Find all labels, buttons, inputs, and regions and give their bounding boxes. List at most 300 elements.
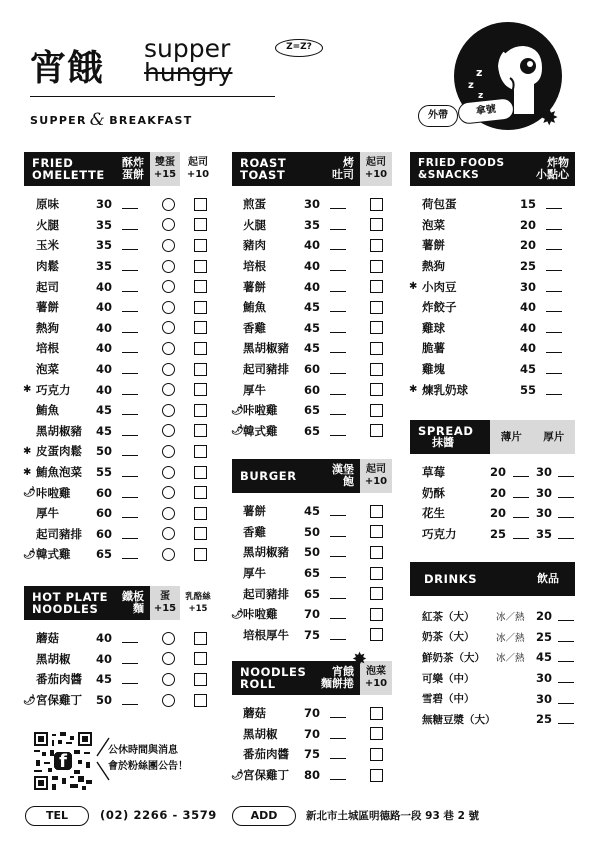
tagline-breakfast: BREAKFAST bbox=[109, 113, 193, 127]
item-list bbox=[232, 501, 392, 645]
quantity-blank[interactable] bbox=[546, 240, 562, 250]
item-name: 鮮奶茶（大） bbox=[422, 651, 485, 664]
tagline-supper: SUPPER bbox=[30, 113, 87, 127]
quantity-blank[interactable] bbox=[558, 694, 574, 704]
quantity-blank[interactable] bbox=[122, 240, 138, 250]
quantity-blank[interactable] bbox=[122, 302, 138, 312]
menu-item-row bbox=[24, 194, 216, 215]
addon-circle-checkbox[interactable] bbox=[162, 239, 175, 252]
quantity-blank[interactable] bbox=[558, 632, 574, 642]
spread-row bbox=[410, 503, 575, 524]
ice-hot-option[interactable]: 冰／熱 bbox=[496, 612, 525, 624]
item-name: 起司豬排 bbox=[36, 526, 82, 541]
quantity-blank[interactable] bbox=[330, 749, 346, 759]
brand-title-en-supper: supper bbox=[144, 34, 231, 63]
price-thin: 20 bbox=[490, 506, 507, 521]
quantity-blank[interactable] bbox=[330, 385, 346, 395]
item-name: 煎蛋 bbox=[243, 197, 266, 212]
addon-circle-checkbox[interactable] bbox=[162, 301, 175, 314]
item-price: 65 bbox=[304, 566, 321, 581]
section-noodle-roll bbox=[231, 649, 392, 785]
addon-square-checkbox[interactable] bbox=[370, 769, 383, 782]
item-name: 鮪魚 bbox=[36, 403, 59, 418]
quantity-blank[interactable] bbox=[122, 488, 138, 498]
addon-square-checkbox[interactable] bbox=[194, 548, 207, 561]
item-name: 咔啦雞 bbox=[243, 403, 278, 418]
drink-row bbox=[410, 627, 575, 648]
quantity-blank[interactable] bbox=[122, 654, 138, 664]
price-thick: 30 bbox=[536, 465, 553, 480]
addon-square-checkbox[interactable] bbox=[194, 301, 207, 314]
item-name: 荷包蛋 bbox=[422, 197, 457, 212]
quantity-blank[interactable] bbox=[330, 220, 346, 230]
addon-square-checkbox[interactable] bbox=[370, 707, 383, 720]
item-name: 雞球 bbox=[422, 320, 445, 335]
quantity-blank[interactable] bbox=[122, 695, 138, 705]
item-price: 40 bbox=[520, 341, 537, 356]
item-price: 40 bbox=[96, 320, 113, 335]
quantity-blank[interactable] bbox=[122, 405, 138, 415]
item-price: 60 bbox=[304, 362, 321, 377]
addon-square-checkbox[interactable] bbox=[194, 280, 207, 293]
menu-item-row bbox=[232, 703, 392, 724]
quantity-blank[interactable] bbox=[546, 261, 562, 271]
item-price: 35 bbox=[304, 217, 321, 232]
item-name: 鮪魚 bbox=[243, 300, 266, 315]
quantity-blank[interactable] bbox=[330, 240, 346, 250]
item-price: 35 bbox=[96, 259, 113, 274]
item-name: 紅茶（大） bbox=[422, 610, 475, 623]
quantity-blank[interactable] bbox=[122, 467, 138, 477]
item-price: 40 bbox=[96, 651, 113, 666]
addon-square-checkbox[interactable] bbox=[370, 567, 383, 580]
addon-circle-checkbox[interactable] bbox=[162, 507, 175, 520]
quantity-blank[interactable] bbox=[558, 652, 574, 662]
quantity-blank[interactable] bbox=[513, 488, 529, 498]
addon-circle-checkbox[interactable] bbox=[162, 548, 175, 561]
quantity-blank[interactable] bbox=[330, 199, 346, 209]
addon-circle-checkbox[interactable] bbox=[162, 486, 175, 499]
item-price: 60 bbox=[96, 506, 113, 521]
quantity-blank[interactable] bbox=[546, 385, 562, 395]
addon-circle-checkbox[interactable] bbox=[162, 694, 175, 707]
item-price: 45 bbox=[96, 403, 113, 418]
quantity-blank[interactable] bbox=[122, 282, 138, 292]
section-title-en: ROAST TOAST bbox=[240, 156, 287, 182]
addon-square-checkbox[interactable] bbox=[370, 505, 383, 518]
qr-code-icon[interactable] bbox=[34, 732, 92, 790]
item-name: 黑胡椒豬 bbox=[243, 545, 289, 560]
menu-item-row bbox=[24, 400, 216, 421]
addon-circle-checkbox[interactable] bbox=[162, 424, 175, 437]
addon-circle-checkbox[interactable] bbox=[162, 218, 175, 231]
addon-square-checkbox[interactable] bbox=[370, 546, 383, 559]
item-price: 55 bbox=[96, 465, 113, 480]
addon-circle-checkbox[interactable] bbox=[162, 673, 175, 686]
quantity-blank[interactable] bbox=[122, 549, 138, 559]
item-name: 玉米 bbox=[36, 238, 59, 253]
quantity-blank[interactable] bbox=[330, 708, 346, 718]
section-drinks bbox=[410, 562, 575, 730]
quantity-blank[interactable] bbox=[122, 426, 138, 436]
section-title-zh: 酥炸 蛋餅 bbox=[122, 156, 144, 181]
addon-square-checkbox[interactable] bbox=[370, 424, 383, 437]
addon-kimchi: 泡菜 +10 bbox=[360, 661, 392, 695]
notice-text: 公休時間與消息 會於粉絲團公告！ bbox=[108, 745, 188, 772]
addon-square-checkbox[interactable] bbox=[194, 363, 207, 376]
item-price: 30 bbox=[520, 279, 537, 294]
section-header bbox=[24, 586, 216, 620]
item-name: 火腿 bbox=[243, 217, 266, 232]
quantity-blank[interactable] bbox=[558, 673, 574, 683]
quantity-blank[interactable] bbox=[558, 508, 574, 518]
item-price: 60 bbox=[96, 485, 113, 500]
recommend-star-icon: ✱ bbox=[23, 384, 32, 396]
item-name: 薯餅 bbox=[243, 504, 266, 519]
addon-square-checkbox[interactable] bbox=[370, 404, 383, 417]
addon-square-checkbox[interactable] bbox=[194, 673, 207, 686]
quantity-blank[interactable] bbox=[330, 426, 346, 436]
quantity-blank[interactable] bbox=[122, 343, 138, 353]
quantity-blank[interactable] bbox=[122, 508, 138, 518]
item-name: 厚牛 bbox=[36, 506, 59, 521]
menu-item-row bbox=[232, 421, 392, 442]
menu-item-row bbox=[24, 649, 216, 670]
addon-square-checkbox[interactable] bbox=[370, 301, 383, 314]
addon-square-checkbox[interactable] bbox=[194, 404, 207, 417]
item-price: 70 bbox=[304, 726, 321, 741]
item-name: 黑胡椒豬 bbox=[36, 423, 82, 438]
spread-col-thick: 厚片 bbox=[543, 431, 565, 443]
addon-square-checkbox[interactable] bbox=[370, 363, 383, 376]
item-name: 可樂（中） bbox=[422, 672, 475, 685]
spicy-chili-icon: 🌶 bbox=[23, 548, 36, 560]
addon-square-checkbox[interactable] bbox=[370, 342, 383, 355]
section-title-en: HOT PLATE NOODLES bbox=[32, 590, 109, 616]
quantity-blank[interactable] bbox=[330, 729, 346, 739]
addon-square-checkbox[interactable] bbox=[194, 260, 207, 273]
addon-circle-checkbox[interactable] bbox=[162, 321, 175, 334]
spread-row bbox=[410, 524, 575, 545]
section-title-zh: 漢堡 飽 bbox=[332, 463, 354, 488]
quantity-blank[interactable] bbox=[122, 446, 138, 456]
price-thin: 25 bbox=[490, 527, 507, 542]
addon-circle-checkbox[interactable] bbox=[162, 527, 175, 540]
quantity-blank[interactable] bbox=[513, 508, 529, 518]
ice-hot-option[interactable]: 冰／熱 bbox=[496, 653, 525, 665]
addon-square-checkbox[interactable] bbox=[194, 321, 207, 334]
item-name: 小肉豆 bbox=[422, 279, 457, 294]
item-price: 35 bbox=[96, 217, 113, 232]
item-price: 50 bbox=[96, 444, 113, 459]
quantity-blank[interactable] bbox=[122, 674, 138, 684]
addon-square-checkbox[interactable] bbox=[194, 486, 207, 499]
item-list bbox=[24, 628, 216, 710]
quantity-blank[interactable] bbox=[546, 220, 562, 230]
quantity-blank[interactable] bbox=[122, 364, 138, 374]
addon-square-checkbox[interactable] bbox=[194, 694, 207, 707]
item-list bbox=[410, 462, 575, 544]
item-name: 熱狗 bbox=[422, 259, 445, 274]
addon-square-checkbox[interactable] bbox=[370, 218, 383, 231]
addon-circle-checkbox[interactable] bbox=[162, 363, 175, 376]
item-price: 60 bbox=[96, 526, 113, 541]
addon-square-checkbox[interactable] bbox=[194, 198, 207, 211]
quantity-blank[interactable] bbox=[330, 568, 346, 578]
quantity-blank[interactable] bbox=[122, 199, 138, 209]
menu-item-row bbox=[232, 724, 392, 745]
addon-circle-checkbox[interactable] bbox=[162, 652, 175, 665]
spicy-chili-icon: 🌶 bbox=[231, 404, 244, 416]
quantity-blank[interactable] bbox=[546, 323, 562, 333]
item-name: 火腿 bbox=[36, 217, 59, 232]
price-thick: 30 bbox=[536, 506, 553, 521]
menu-item-row bbox=[24, 338, 216, 359]
quantity-blank[interactable] bbox=[122, 220, 138, 230]
quantity-blank[interactable] bbox=[122, 385, 138, 395]
section-omelette bbox=[24, 152, 216, 565]
sleep-bubble: Z=Z? bbox=[275, 39, 323, 57]
item-list bbox=[410, 194, 575, 400]
quantity-blank[interactable] bbox=[546, 343, 562, 353]
quantity-blank[interactable] bbox=[330, 343, 346, 353]
item-price: 30 bbox=[536, 691, 553, 706]
item-name: 起司豬排 bbox=[243, 362, 289, 377]
menu-item-row bbox=[24, 482, 216, 503]
item-price: 45 bbox=[536, 650, 553, 665]
quantity-blank[interactable] bbox=[122, 633, 138, 643]
menu-item-row bbox=[232, 625, 392, 646]
item-name: 雞塊 bbox=[422, 362, 445, 377]
item-name: 宮保雞丁 bbox=[243, 768, 289, 783]
quantity-blank[interactable] bbox=[122, 323, 138, 333]
item-price: 45 bbox=[96, 672, 113, 687]
menu-item-row bbox=[24, 544, 216, 565]
quantity-blank[interactable] bbox=[558, 467, 574, 477]
addon-square-checkbox[interactable] bbox=[370, 748, 383, 761]
item-name: 香雞 bbox=[243, 320, 266, 335]
addon-square-checkbox[interactable] bbox=[370, 239, 383, 252]
addon-square-checkbox[interactable] bbox=[194, 342, 207, 355]
item-price: 20 bbox=[520, 238, 537, 253]
recommend-star-icon: ✱ bbox=[23, 466, 32, 478]
svg-text:f: f bbox=[59, 751, 67, 773]
menu-item-row bbox=[410, 194, 575, 215]
item-price: 40 bbox=[304, 279, 321, 294]
item-price: 45 bbox=[520, 362, 537, 377]
addon-double-egg: 雙蛋 +15 bbox=[150, 152, 180, 186]
menu-item-row bbox=[24, 628, 216, 649]
item-name: 香雞 bbox=[243, 524, 266, 539]
item-price: 30 bbox=[536, 671, 553, 686]
quantity-blank[interactable] bbox=[330, 261, 346, 271]
addon-cheese: 起司 +10 bbox=[360, 459, 392, 493]
addon-square-checkbox[interactable] bbox=[194, 445, 207, 458]
addon-circle-checkbox[interactable] bbox=[162, 260, 175, 273]
section-title-en: BURGER bbox=[240, 469, 297, 483]
item-price: 20 bbox=[536, 609, 553, 624]
menu-item-row bbox=[24, 215, 216, 236]
section-toast bbox=[232, 152, 392, 441]
section-burger bbox=[232, 459, 392, 645]
item-price: 45 bbox=[304, 300, 321, 315]
quantity-blank[interactable] bbox=[546, 364, 562, 374]
addon-square-checkbox[interactable] bbox=[370, 198, 383, 211]
quantity-blank[interactable] bbox=[330, 405, 346, 415]
addon-square-checkbox[interactable] bbox=[194, 424, 207, 437]
item-price: 50 bbox=[96, 693, 113, 708]
item-price: 45 bbox=[304, 341, 321, 356]
starburst-icon: ✸ bbox=[540, 106, 559, 131]
item-name: 雪碧（中） bbox=[422, 693, 475, 706]
recommend-star-icon: ✱ bbox=[409, 384, 418, 396]
item-name: 培根厚牛 bbox=[243, 627, 289, 642]
menu-item-row bbox=[24, 297, 216, 318]
item-price: 75 bbox=[304, 627, 321, 642]
item-name: 韓式雞 bbox=[36, 547, 71, 562]
addon-square-checkbox[interactable] bbox=[194, 507, 207, 520]
quantity-blank[interactable] bbox=[330, 770, 346, 780]
item-name: 原味 bbox=[36, 197, 59, 212]
item-price: 30 bbox=[96, 197, 113, 212]
addon-square-checkbox[interactable] bbox=[194, 652, 207, 665]
ice-hot-option[interactable]: 冰／熱 bbox=[496, 632, 525, 644]
addon-square-checkbox[interactable] bbox=[194, 383, 207, 396]
drink-row bbox=[410, 647, 575, 668]
item-price: 20 bbox=[520, 217, 537, 232]
addon-circle-checkbox[interactable] bbox=[162, 198, 175, 211]
addon-square-checkbox[interactable] bbox=[194, 527, 207, 540]
quantity-blank[interactable] bbox=[330, 364, 346, 374]
section-header bbox=[232, 152, 392, 186]
quantity-blank[interactable] bbox=[330, 506, 346, 516]
addon-square-checkbox[interactable] bbox=[194, 466, 207, 479]
drink-row bbox=[410, 709, 575, 730]
item-price: 70 bbox=[304, 706, 321, 721]
item-price: 25 bbox=[536, 629, 553, 644]
addon-square-checkbox[interactable] bbox=[370, 525, 383, 538]
item-price: 65 bbox=[96, 547, 113, 562]
item-name: 薯餅 bbox=[422, 238, 445, 253]
item-name: 咔啦雞 bbox=[36, 485, 71, 500]
section-header bbox=[410, 420, 575, 454]
quantity-blank[interactable] bbox=[513, 467, 529, 477]
quantity-blank[interactable] bbox=[330, 527, 346, 537]
addon-square-checkbox[interactable] bbox=[194, 218, 207, 231]
addon-circle-checkbox[interactable] bbox=[162, 383, 175, 396]
quantity-blank[interactable] bbox=[558, 488, 574, 498]
quantity-blank[interactable] bbox=[513, 529, 529, 539]
addon-square-checkbox[interactable] bbox=[194, 632, 207, 645]
quantity-blank[interactable] bbox=[330, 630, 346, 640]
item-price: 35 bbox=[96, 238, 113, 253]
section-header bbox=[232, 459, 392, 493]
drink-row bbox=[410, 606, 575, 627]
quantity-blank[interactable] bbox=[330, 547, 346, 557]
addon-circle-checkbox[interactable] bbox=[162, 342, 175, 355]
menu-item-row bbox=[232, 276, 392, 297]
menu-item-row bbox=[24, 669, 216, 690]
section-title-en: NOODLES ROLL bbox=[240, 665, 307, 691]
section-header bbox=[410, 152, 575, 186]
menu-item-row bbox=[410, 235, 575, 256]
svg-text:z: z bbox=[478, 91, 484, 101]
takeout-pill: 外帶 bbox=[418, 105, 458, 127]
addon-circle-checkbox[interactable] bbox=[162, 466, 175, 479]
item-name: 脆薯 bbox=[422, 341, 445, 356]
quantity-blank[interactable] bbox=[122, 261, 138, 271]
quantity-blank[interactable] bbox=[546, 282, 562, 292]
addon-cheese: 起司 +10 bbox=[180, 152, 216, 186]
spread-col-thin: 薄片 bbox=[500, 431, 522, 443]
addon-circle-checkbox[interactable] bbox=[162, 632, 175, 645]
menu-item-row bbox=[24, 256, 216, 277]
quantity-blank[interactable] bbox=[330, 589, 346, 599]
item-name: 巧克力 bbox=[422, 527, 457, 542]
item-price: 40 bbox=[96, 279, 113, 294]
spicy-chili-icon: 🌶 bbox=[231, 608, 244, 620]
addon-circle-checkbox[interactable] bbox=[162, 404, 175, 417]
addon-circle-checkbox[interactable] bbox=[162, 280, 175, 293]
addon-square-checkbox[interactable] bbox=[370, 280, 383, 293]
quantity-blank[interactable] bbox=[330, 302, 346, 312]
item-name: 番茄肉醬 bbox=[243, 747, 289, 762]
quantity-blank[interactable] bbox=[546, 302, 562, 312]
tel-number[interactable]: (02) 2266 - 3579 bbox=[100, 808, 217, 822]
quantity-blank[interactable] bbox=[122, 529, 138, 539]
menu-item-row bbox=[232, 604, 392, 625]
quantity-blank[interactable] bbox=[330, 323, 346, 333]
menu-item-row bbox=[24, 359, 216, 380]
item-list bbox=[232, 703, 392, 785]
item-name: 宮保雞丁 bbox=[36, 693, 82, 708]
item-price: 70 bbox=[304, 607, 321, 622]
addon-square-checkbox[interactable] bbox=[370, 321, 383, 334]
item-price: 25 bbox=[520, 259, 537, 274]
addon-square-checkbox[interactable] bbox=[370, 628, 383, 641]
item-price: 55 bbox=[520, 382, 537, 397]
quantity-blank[interactable] bbox=[558, 611, 574, 621]
addon-square-checkbox[interactable] bbox=[370, 608, 383, 621]
drink-row bbox=[410, 668, 575, 689]
menu-item-row bbox=[410, 359, 575, 380]
addon-square-checkbox[interactable] bbox=[194, 239, 207, 252]
item-name: 蘑菇 bbox=[243, 706, 266, 721]
quantity-blank[interactable] bbox=[330, 282, 346, 292]
menu-item-row bbox=[232, 235, 392, 256]
item-name: 泡菜 bbox=[422, 217, 445, 232]
quantity-blank[interactable] bbox=[546, 199, 562, 209]
item-price: 40 bbox=[96, 341, 113, 356]
addon-square-checkbox[interactable] bbox=[370, 383, 383, 396]
addon-circle-checkbox[interactable] bbox=[162, 445, 175, 458]
quantity-blank[interactable] bbox=[330, 609, 346, 619]
section-title-zh: 鐵板 麵 bbox=[122, 590, 144, 615]
item-price: 80 bbox=[304, 768, 321, 783]
addon-square-checkbox[interactable] bbox=[370, 587, 383, 600]
item-name: 熱狗 bbox=[36, 320, 59, 335]
addon-square-checkbox[interactable] bbox=[370, 260, 383, 273]
item-price: 50 bbox=[304, 524, 321, 539]
menu-item-row bbox=[232, 744, 392, 765]
item-name: 煉乳奶球 bbox=[422, 382, 468, 397]
quantity-blank[interactable] bbox=[558, 714, 574, 724]
item-price: 40 bbox=[96, 362, 113, 377]
quantity-blank[interactable] bbox=[558, 529, 574, 539]
item-price: 40 bbox=[304, 238, 321, 253]
tel-label: TEL bbox=[25, 806, 89, 826]
addon-square-checkbox[interactable] bbox=[370, 727, 383, 740]
